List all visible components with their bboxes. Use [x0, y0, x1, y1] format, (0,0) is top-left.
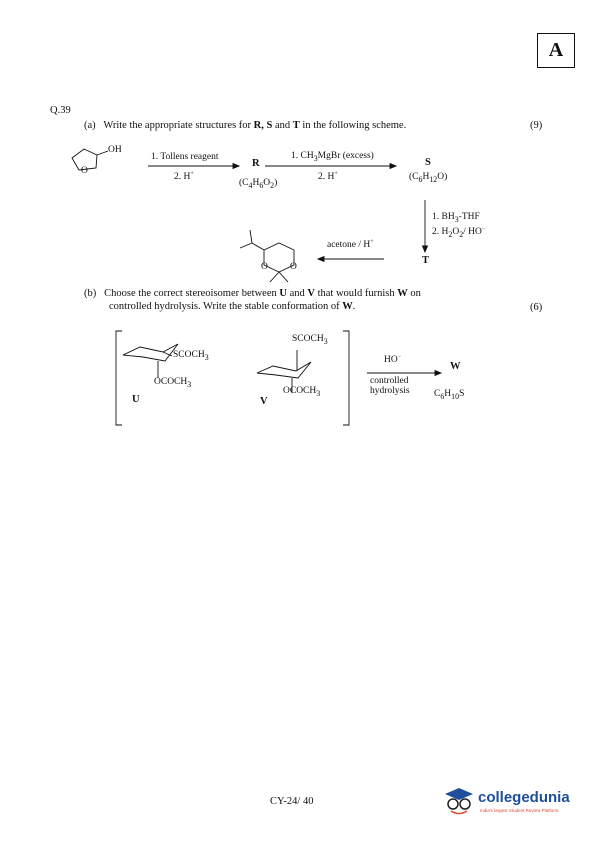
part-b-text-pre: Choose the correct stereoisomer between: [104, 288, 280, 299]
hydrolysis-reagent-text: HO: [384, 355, 398, 366]
part-b-text-line1: [84, 288, 421, 299]
arrow-step3-head: [423, 246, 428, 252]
step1-reagent2: 2. H+: [174, 171, 194, 183]
part-a-bold-t: T: [292, 120, 300, 131]
v-scoch3: $SCOCH_3$: [292, 334, 328, 346]
v-ococh-text: OCOCH: [283, 386, 317, 396]
step1-reagent2-text: 2. H: [174, 172, 191, 183]
arrow-acetal-head: [318, 257, 324, 262]
isopropyl-bond: [252, 243, 264, 250]
paper-set-label: A: [537, 33, 575, 68]
v-scoch-text: SCOCH: [292, 334, 324, 344]
part-b-w: W: [397, 288, 408, 299]
isopropyl-me2: [250, 230, 252, 243]
r-formula-text: (C: [239, 178, 249, 188]
step3-reagent2: 2. $H_2O_2/$ HO−: [432, 226, 486, 240]
gem-me1: [270, 272, 279, 282]
step3-reagent1-rest: -THF: [458, 212, 480, 222]
acetal-oxygen-2: O: [290, 262, 297, 272]
acetal-reagent-text: acetone / H: [327, 240, 371, 251]
arrow-step2-head: [390, 164, 396, 169]
part-a-bold-rs: R, S: [253, 120, 273, 131]
step2-reagent1: 1. $CH_3MgBr$ (excess): [291, 151, 374, 163]
compound-t: T: [422, 255, 430, 266]
part-a-text-pre: Write the appropriate structures for: [103, 120, 254, 131]
step3-reagent2-text: 2. H: [432, 227, 449, 238]
gem-me2: [279, 272, 288, 282]
part-b-u: U: [279, 288, 287, 299]
part-a-label: (a): [84, 120, 96, 131]
isomer-u-label: U: [132, 394, 140, 405]
u-ococh-text: OCOCH: [154, 377, 188, 387]
chair-u: [123, 344, 178, 361]
part-b-on: on: [407, 288, 421, 299]
step2-reagent2-text: 2. H: [318, 172, 335, 183]
part-b-line2-w: W: [342, 301, 353, 312]
part-b-text-post: that would furnish: [314, 288, 398, 299]
part-a-text-mid: and: [272, 120, 293, 131]
chair-v: [257, 362, 311, 378]
part-b-marks: (6): [530, 302, 543, 313]
s-formula-text: (C: [409, 172, 419, 182]
bracket-left: [116, 331, 122, 425]
part-b-and: and: [286, 288, 308, 299]
step3-reagent1: 1. $BH_3$-THF: [432, 212, 480, 224]
page-code: CY-24/ 40: [270, 796, 314, 807]
u-scoch3: $SCOCH_3$: [173, 350, 209, 362]
w-formula-text: C: [434, 389, 441, 399]
hydrolysis-condition-2: hydrolysis: [370, 386, 410, 396]
part-b-v: V: [307, 288, 315, 299]
thf-substituent-bond: [97, 151, 108, 155]
arrow-step1-head: [233, 164, 239, 169]
logo-tagline: India's largest Student Review Platform: [480, 808, 559, 813]
product-w-formula: $C_6H_{10}S$: [434, 389, 465, 401]
part-a-text-post: in the following scheme.: [299, 120, 407, 131]
hydrolysis-condition-1: controlled: [370, 376, 409, 386]
u-ococh3: $OCOCH_3$: [154, 377, 192, 389]
acetal-reagent: acetone / H+: [327, 239, 374, 251]
oh-label: OH: [108, 145, 122, 155]
step1-reagent1: 1. Tollens reagent: [151, 152, 219, 162]
isopropyl-me1: [240, 243, 252, 248]
logo-text: collegedunia: [478, 789, 570, 806]
part-b-line2-pre: controlled hydrolysis. Write the stable conformation of: [109, 301, 343, 312]
compound-s: S: [425, 157, 431, 168]
step2-reagent1-text: 1. CH: [291, 151, 314, 161]
step2-reagent2: 2. H+: [318, 171, 338, 183]
bracket-right: [343, 331, 349, 425]
u-scoch-text: SCOCH: [173, 350, 205, 360]
isomer-v-label: V: [260, 396, 268, 407]
collegedunia-logo-icon: [441, 786, 477, 816]
hydrolysis-reagent: HO−: [384, 354, 402, 366]
part-b-text-line2: controlled hydrolysis. Write the stable conformation of W.: [109, 301, 356, 312]
compound-r: R: [252, 158, 260, 169]
part-a-marks: (9): [530, 120, 543, 131]
product-w: W: [450, 361, 461, 372]
part-b-label: (b): [84, 288, 97, 299]
compound-r-formula: $(C_4H_6O_2)$: [239, 178, 278, 190]
acetal-oxygen-1: O: [261, 262, 268, 272]
compound-s-formula: $(C_6H_{12}O)$: [409, 172, 448, 184]
step2-reagent1-rest: MgBr (excess): [317, 151, 374, 161]
step3-reagent1-text: 1. BH: [432, 212, 455, 222]
thf-oxygen-label: O: [81, 166, 88, 176]
v-ococh3: $OCOCH_3$: [283, 386, 321, 398]
arrow-hydrolysis-head: [435, 371, 441, 376]
question-number: Q.39: [50, 105, 71, 116]
